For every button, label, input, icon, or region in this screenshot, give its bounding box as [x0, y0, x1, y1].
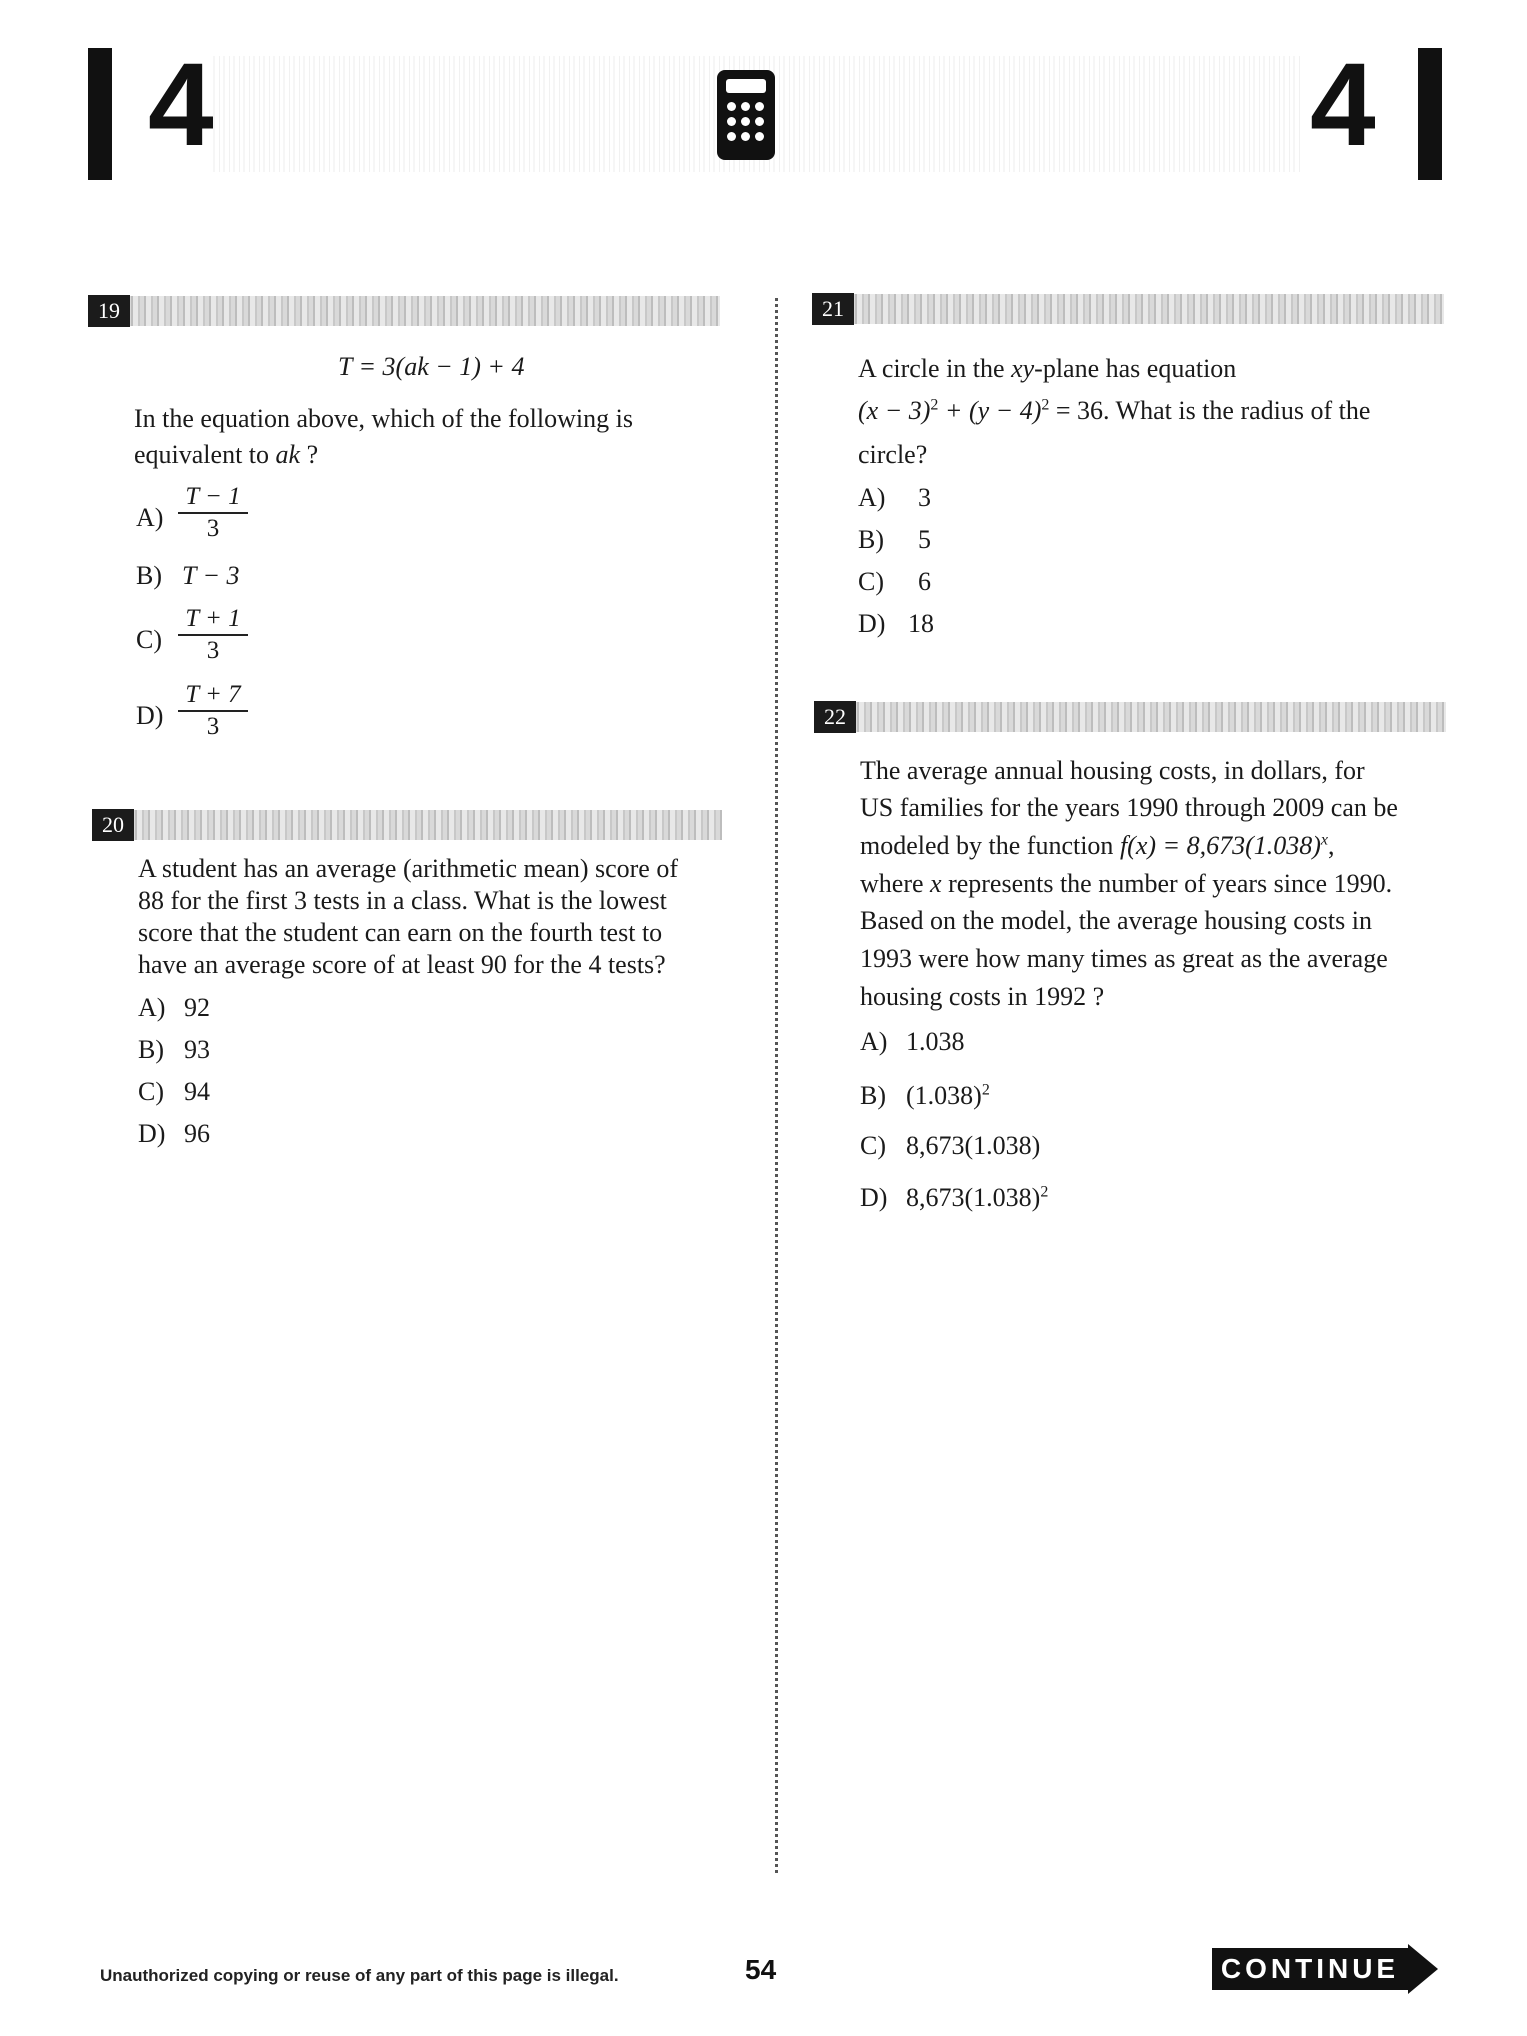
question-text-line: circle? — [858, 440, 928, 469]
choice-text: 1.038 — [906, 1027, 965, 1056]
question-number: 21 — [812, 293, 854, 325]
question-text-line: $(x - 3)^2 + (y - 4)^2 = 36$. What is the radius of the — [858, 396, 1371, 425]
choice-letter: D) — [136, 701, 164, 730]
page-number: 54 — [745, 1954, 777, 1985]
choice-text: 92 — [184, 993, 210, 1022]
question-equation: T = 3(ak − 1) + 4 — [338, 352, 525, 381]
question-text-line: score that the student can earn on the fourth test to — [138, 918, 663, 947]
choice-text: 18 — [908, 609, 934, 638]
choice-letter: D) — [138, 1119, 166, 1148]
choice-fraction: $\frac{T + 1}{3}$ — [178, 604, 248, 666]
question-text-line: A circle in the xy-plane has equation — [858, 354, 1237, 383]
choice-text: 93 — [184, 1035, 210, 1064]
question-text-line: US families for the years 1990 through 2009 can be — [860, 793, 1398, 822]
question-text-line: where x represents the number of years since 1990. — [860, 869, 1393, 898]
choice-letter: A) — [858, 483, 886, 512]
question-prompt-line: In the equation above, which of the following is — [134, 404, 633, 433]
question-text-line: 88 for the first 3 tests in a class. What is the lowest — [138, 886, 667, 915]
choice-letter: C) — [138, 1077, 164, 1106]
choice-text: 5 — [918, 525, 931, 554]
choice-letter: D) — [858, 609, 886, 638]
calculator-icon — [717, 70, 775, 160]
question-banner — [88, 296, 720, 326]
choice-letter: A) — [860, 1027, 888, 1056]
choice-letter: C) — [858, 567, 884, 596]
choice-text: 6 — [918, 567, 931, 596]
choice-letter: C) — [860, 1131, 886, 1160]
column-divider — [775, 298, 778, 1873]
continue-arrow — [1212, 1944, 1442, 1994]
question-text-line: modeled by the function $f(x) = 8,673(1.038)^x$, — [860, 831, 1335, 860]
choice-text: $8,673(1.038)^2$ — [906, 1183, 1049, 1212]
choice-letter: A) — [138, 993, 166, 1022]
choice-letter: B) — [136, 561, 162, 590]
question-text-line: housing costs in 1992 ? — [860, 982, 1105, 1011]
choice-letter: D) — [860, 1183, 888, 1212]
copyright-notice: Unauthorized copying or reuse of any part of this page is illegal. — [100, 1966, 619, 1985]
section-number-right: 4 — [1310, 39, 1376, 171]
question-text-line: 1993 were how many times as great as the average — [860, 944, 1388, 973]
continue-label: CONTINUE — [1220, 1953, 1400, 1984]
choice-letter: B) — [858, 525, 884, 554]
question-number: 22 — [814, 701, 856, 733]
choice-letter: C) — [136, 625, 162, 654]
choice-fraction: $\frac{T + 7}{3}$ — [178, 680, 248, 742]
question-text-line: The average annual housing costs, in dollars, for — [860, 756, 1365, 785]
section-bar-left — [88, 48, 112, 180]
question-banner — [814, 702, 1446, 732]
choice-fraction: $\frac{T - 1}{3}$ — [178, 482, 248, 544]
choice-text: T − 3 — [182, 561, 240, 590]
choice-text: 3 — [918, 483, 931, 512]
question-text-line: A student has an average (arithmetic mean) score of — [138, 854, 678, 883]
question-prompt-line: equivalent to ak ? — [134, 440, 319, 469]
choice-text: 96 — [184, 1119, 210, 1148]
question-number: 20 — [92, 809, 134, 841]
question-text-line: Based on the model, the average housing costs in — [860, 906, 1372, 935]
choice-text: 94 — [184, 1077, 210, 1106]
choice-text: 8,673(1.038) — [906, 1131, 1041, 1160]
choice-letter: A) — [136, 503, 164, 532]
choice-letter: B) — [138, 1035, 164, 1064]
choice-letter: B) — [860, 1081, 886, 1110]
section-number-left: 4 — [148, 39, 214, 171]
question-number: 19 — [88, 295, 130, 327]
question-banner — [812, 294, 1444, 324]
question-banner — [92, 810, 722, 840]
choice-text: $(1.038)^2$ — [906, 1081, 990, 1110]
section-bar-right — [1418, 48, 1442, 180]
question-text-line: have an average score of at least 90 for the 4 tests? — [138, 950, 666, 979]
arrow-right-icon — [1408, 1944, 1438, 1994]
